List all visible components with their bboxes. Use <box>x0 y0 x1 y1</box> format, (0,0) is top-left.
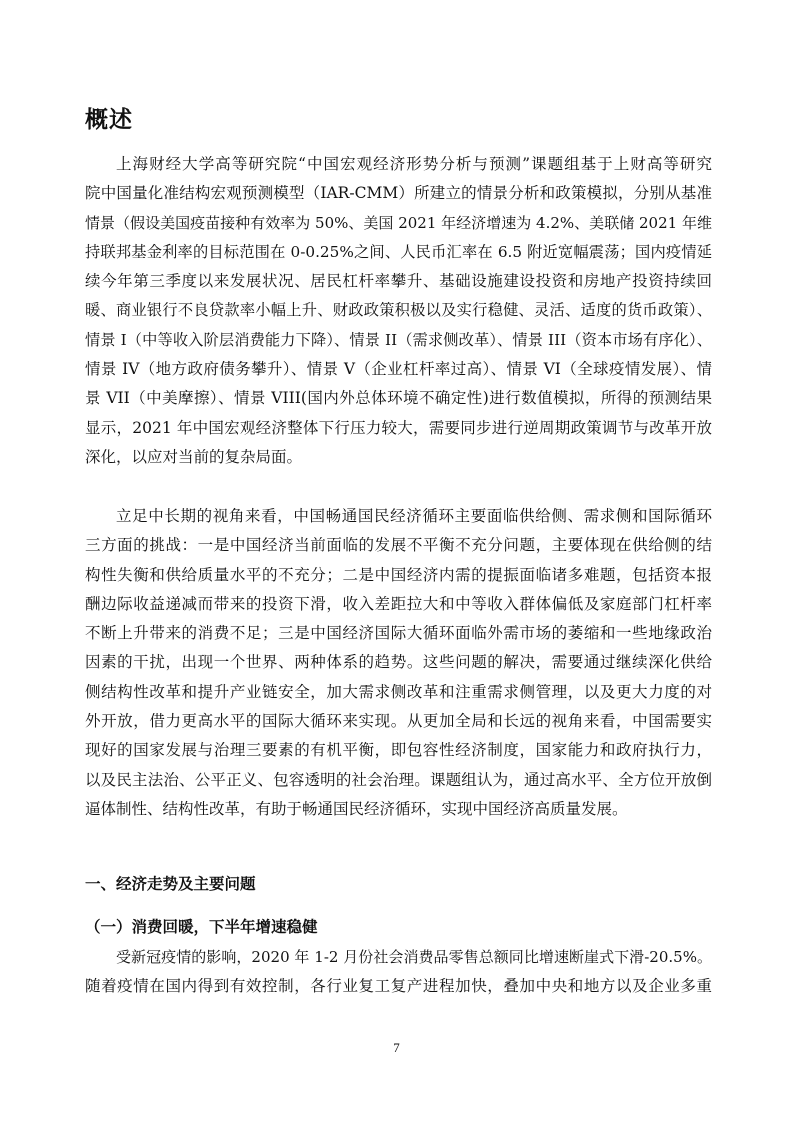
text-line: 持联邦基金利率的目标范围在 0-0.25%之间、人民币汇率在 6.5 附近宽幅震荡；国内疫情延 <box>85 242 712 261</box>
page-heading: 概述 <box>85 106 133 133</box>
text-line: 现好的国家发展与治理三要素的有机平衡，即包容性经济制度，国家能力和政府执行力， <box>85 741 712 760</box>
section-heading: 一、经济走势及主要问题 <box>85 874 256 893</box>
text-line: 三方面的挑战：一是中国经济当前面临的发展不平衡不充分问题，主要体现在供给侧的结 <box>85 536 712 555</box>
text-line: 外开放，借力更高水平的国际大循环来实现。从更加全局和长远的视角来看，中国需要实 <box>85 712 712 731</box>
text-line: 续今年第三季度以来发展状况、居民杠杆率攀升、基础设施建设投资和房地产投资持续回 <box>85 272 712 291</box>
text-line: 因素的干扰，出现一个世界、两种体系的趋势。这些问题的解决，需要通过继续深化供给 <box>85 653 712 672</box>
text-line: 上海财经大学高等研究院“中国宏观经济形势分析与预测”课题组基于上财高等研究 <box>116 155 712 173</box>
subsection-heading: （一）消费回暖，下半年增速稳健 <box>85 917 318 936</box>
paragraph-medium-term <box>85 502 712 824</box>
text-line: 显示，2021 年中国宏观经济整体下行压力较大，需要同步进行逆周期政策调节与改革开放 <box>85 418 712 437</box>
text-line: 酬边际收益递减而带来的投资下滑，收入差距拉大和中等收入群体偏低及家庭部门杠杆率 <box>85 594 712 613</box>
page-number: 7 <box>393 1040 400 1055</box>
text-line: 景 VII（中美摩擦）、情景 VIII(国内外总体环境不确定性)进行数值模拟，所得的预测结果 <box>85 389 712 408</box>
text-line: 侧结构性改革和提升产业链安全，加大需求侧改革和注重需求侧管理，以及更大力度的对 <box>85 682 712 701</box>
text-line: 深化，以应对当前的复杂局面。 <box>85 447 303 466</box>
text-line: 情景 I（中等收入阶层消费能力下降）、情景 II（需求侧改革）、情景 III（资本市场有序化）、 <box>85 330 712 349</box>
text-line: 以及民主法治、公平正义、包容透明的社会治理。课题组认为，通过高水平、全方位开放倒 <box>85 770 712 789</box>
text-line: 院中国量化准结构宏观预测模型（IAR-CMM）所建立的情景分析和政策模拟，分别从基准 <box>85 184 712 203</box>
text-line: 随着疫情在国内得到有效控制，各行业复工复产进程加快，叠加中央和地方以及企业多重 <box>85 977 712 996</box>
text-line: 暖、商业银行不良贷款率小幅上升、财政政策积极以及实行稳健、灵活、适度的货币政策）、 <box>85 301 712 320</box>
text-line: 构性失衡和供给质量水平的不充分；二是中国经济内需的提振面临诸多难题，包括资本报 <box>85 565 712 584</box>
text-line: 逼体制性、结构性改革，有助于畅通国民经济循环，实现中国经济高质量发展。 <box>85 799 628 818</box>
paragraph-consumption <box>85 943 712 1002</box>
text-line: 受新冠疫情的影响，2020 年 1-2 月份社会消费品零售总额同比增速断崖式下滑-20.5%。 <box>116 948 712 966</box>
paragraph-overview <box>85 150 712 472</box>
text-line: 情景（假设美国疫苗接种有效率为 50%、美国 2021 年经济增速为 4.2%、美联储 2021 年维 <box>85 213 712 232</box>
text-line: 立足中长期的视角来看，中国畅通国民经济循环主要面临供给侧、需求侧和国际循环 <box>116 507 712 525</box>
text-line: 情景 IV（地方政府债务攀升）、情景 V（企业杠杆率过高）、情景 VI（全球疫情发展）、情 <box>85 360 712 379</box>
text-line: 不断上升带来的消费不足；三是中国经济国际大循环面临外需市场的萎缩和一些地缘政治 <box>85 624 712 643</box>
